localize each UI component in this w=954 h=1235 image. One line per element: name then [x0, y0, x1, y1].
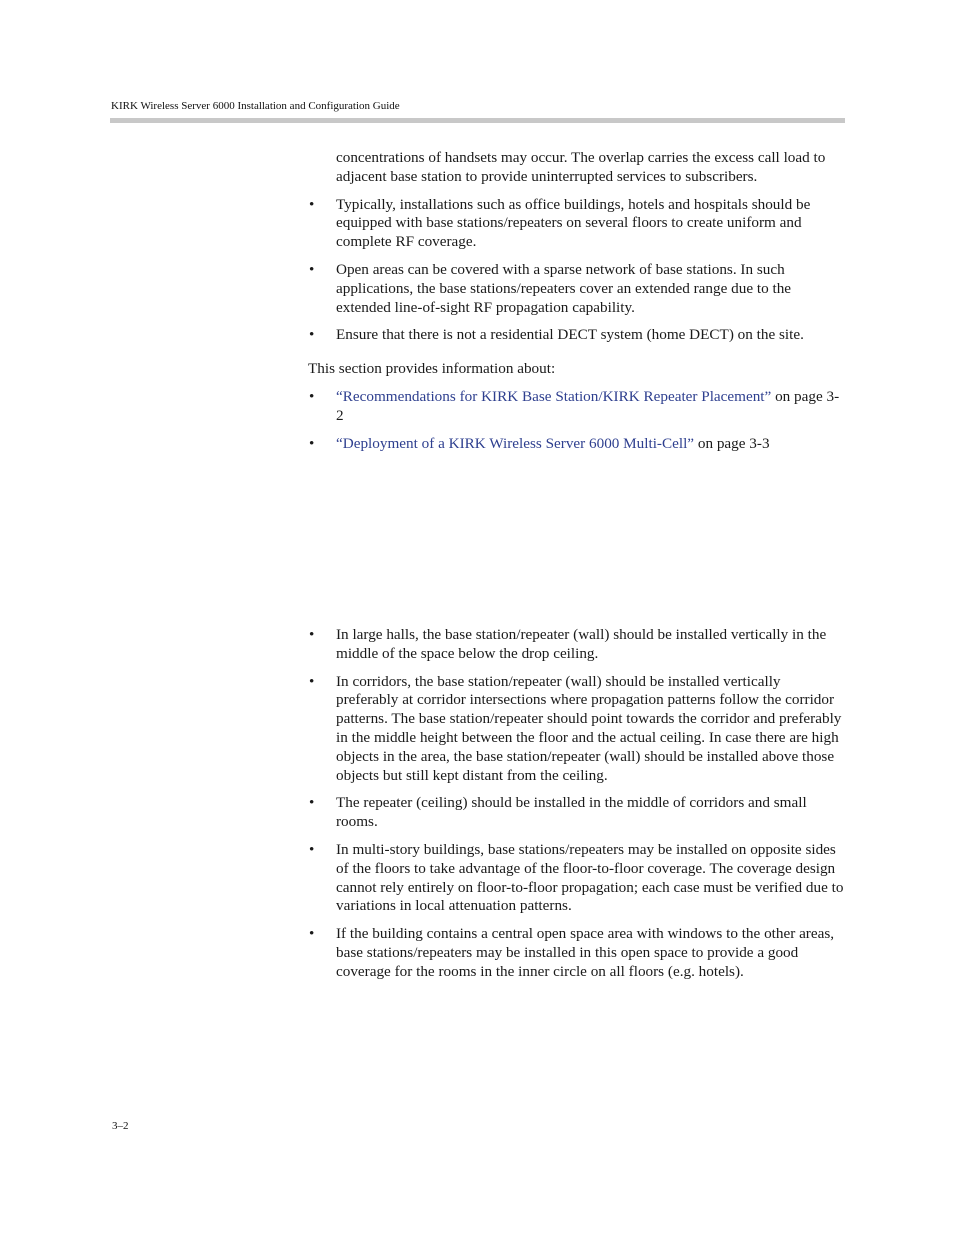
bullet-glyph: •	[309, 626, 315, 643]
list-item	[308, 626, 846, 664]
list-item-text: Ensure that there is not a residential DECT system (home DECT) on the site.	[336, 326, 804, 344]
cross-reference-link[interactable]: “Deployment of a KIRK Wireless Server 6000 Multi-Cell”	[336, 434, 695, 452]
list-item	[308, 794, 846, 832]
bullet-glyph: •	[309, 840, 315, 858]
list-item	[308, 673, 846, 786]
list-item-text: In corridors, the base station/repeater (wall) should be installed vertically preferably at corridor intersections where propagation patterns follow the corridor patterns. The base station/repeater should point towards the corridor and preferably in the middle height between the floor and the actual ceiling. In case there are high objects in the area, the base station/repeater (wall) should be installed above those objects but still kept distant from the ceiling.	[336, 672, 842, 784]
bullet-glyph: •	[309, 195, 315, 213]
header-rule	[110, 118, 845, 123]
page-number: 3–2	[112, 1120, 129, 1132]
section-intro: This section provides information about:	[308, 360, 556, 378]
bullet-glyph: •	[309, 387, 315, 405]
list-item-text: In large halls, the base station/repeater (wall) should be installed vertically in the middle of the space below the drop ceiling.	[336, 626, 827, 662]
bullet-glyph: •	[309, 434, 315, 452]
list-item-text: Typically, installations such as office buildings, hotels and hospitals should be equipped with base stations/repeaters on several floors to create uniform and complete RF coverage.	[336, 195, 811, 251]
bullet-glyph: •	[309, 672, 315, 690]
bullet-glyph: •	[309, 260, 315, 278]
cross-reference-link[interactable]: “Recommendations for KIRK Base Station/KIRK Repeater Placement”	[336, 387, 772, 405]
continuation-paragraph: concentrations of handsets may occur. The overlap carries the excess call load to adjacent base station to provide uninterrupted services to subscribers.	[336, 149, 826, 185]
list-item-text: Open areas can be covered with a sparse network of base stations. In such applications, the base stations/repeaters cover an extended range due to the extended line-of-sight RF propagation capability.	[336, 260, 792, 316]
list-item	[308, 925, 846, 981]
list-item-text: In multi-story buildings, base stations/repeaters may be installed on opposite sides of the floors to take advantage of the floor-to-floor coverage. The coverage design cannot rely entirely on floor-to-floor propagation; each case must be verified due to variations in local attenuation patterns.	[336, 840, 844, 915]
page-reference: on page 3-2	[336, 387, 840, 424]
bottom-bullet-list	[308, 626, 846, 982]
placement-recommendations	[308, 626, 846, 982]
running-header: KIRK Wireless Server 6000 Installation and Configuration Guide	[111, 100, 400, 112]
top-content	[308, 149, 846, 453]
top-bullet-list	[308, 196, 846, 346]
bullet-glyph: •	[309, 326, 315, 344]
link-list	[308, 388, 846, 453]
list-item	[308, 435, 846, 454]
list-item	[308, 841, 846, 916]
page-reference: on page 3-3	[694, 434, 770, 452]
bullet-glyph: •	[309, 794, 315, 812]
list-item-text: If the building contains a central open space area with windows to the other areas, base stations/repeaters may be installed in this open space to provide a good coverage for the rooms in the inner circle on all floors (e.g. hotels).	[336, 925, 835, 980]
list-item	[308, 196, 846, 252]
list-item	[308, 261, 846, 317]
bullet-glyph: •	[309, 925, 315, 943]
list-item	[308, 388, 846, 426]
list-item-text: The repeater (ceiling) should be installed in the middle of corridors and small rooms.	[336, 794, 807, 831]
list-item	[308, 326, 846, 345]
